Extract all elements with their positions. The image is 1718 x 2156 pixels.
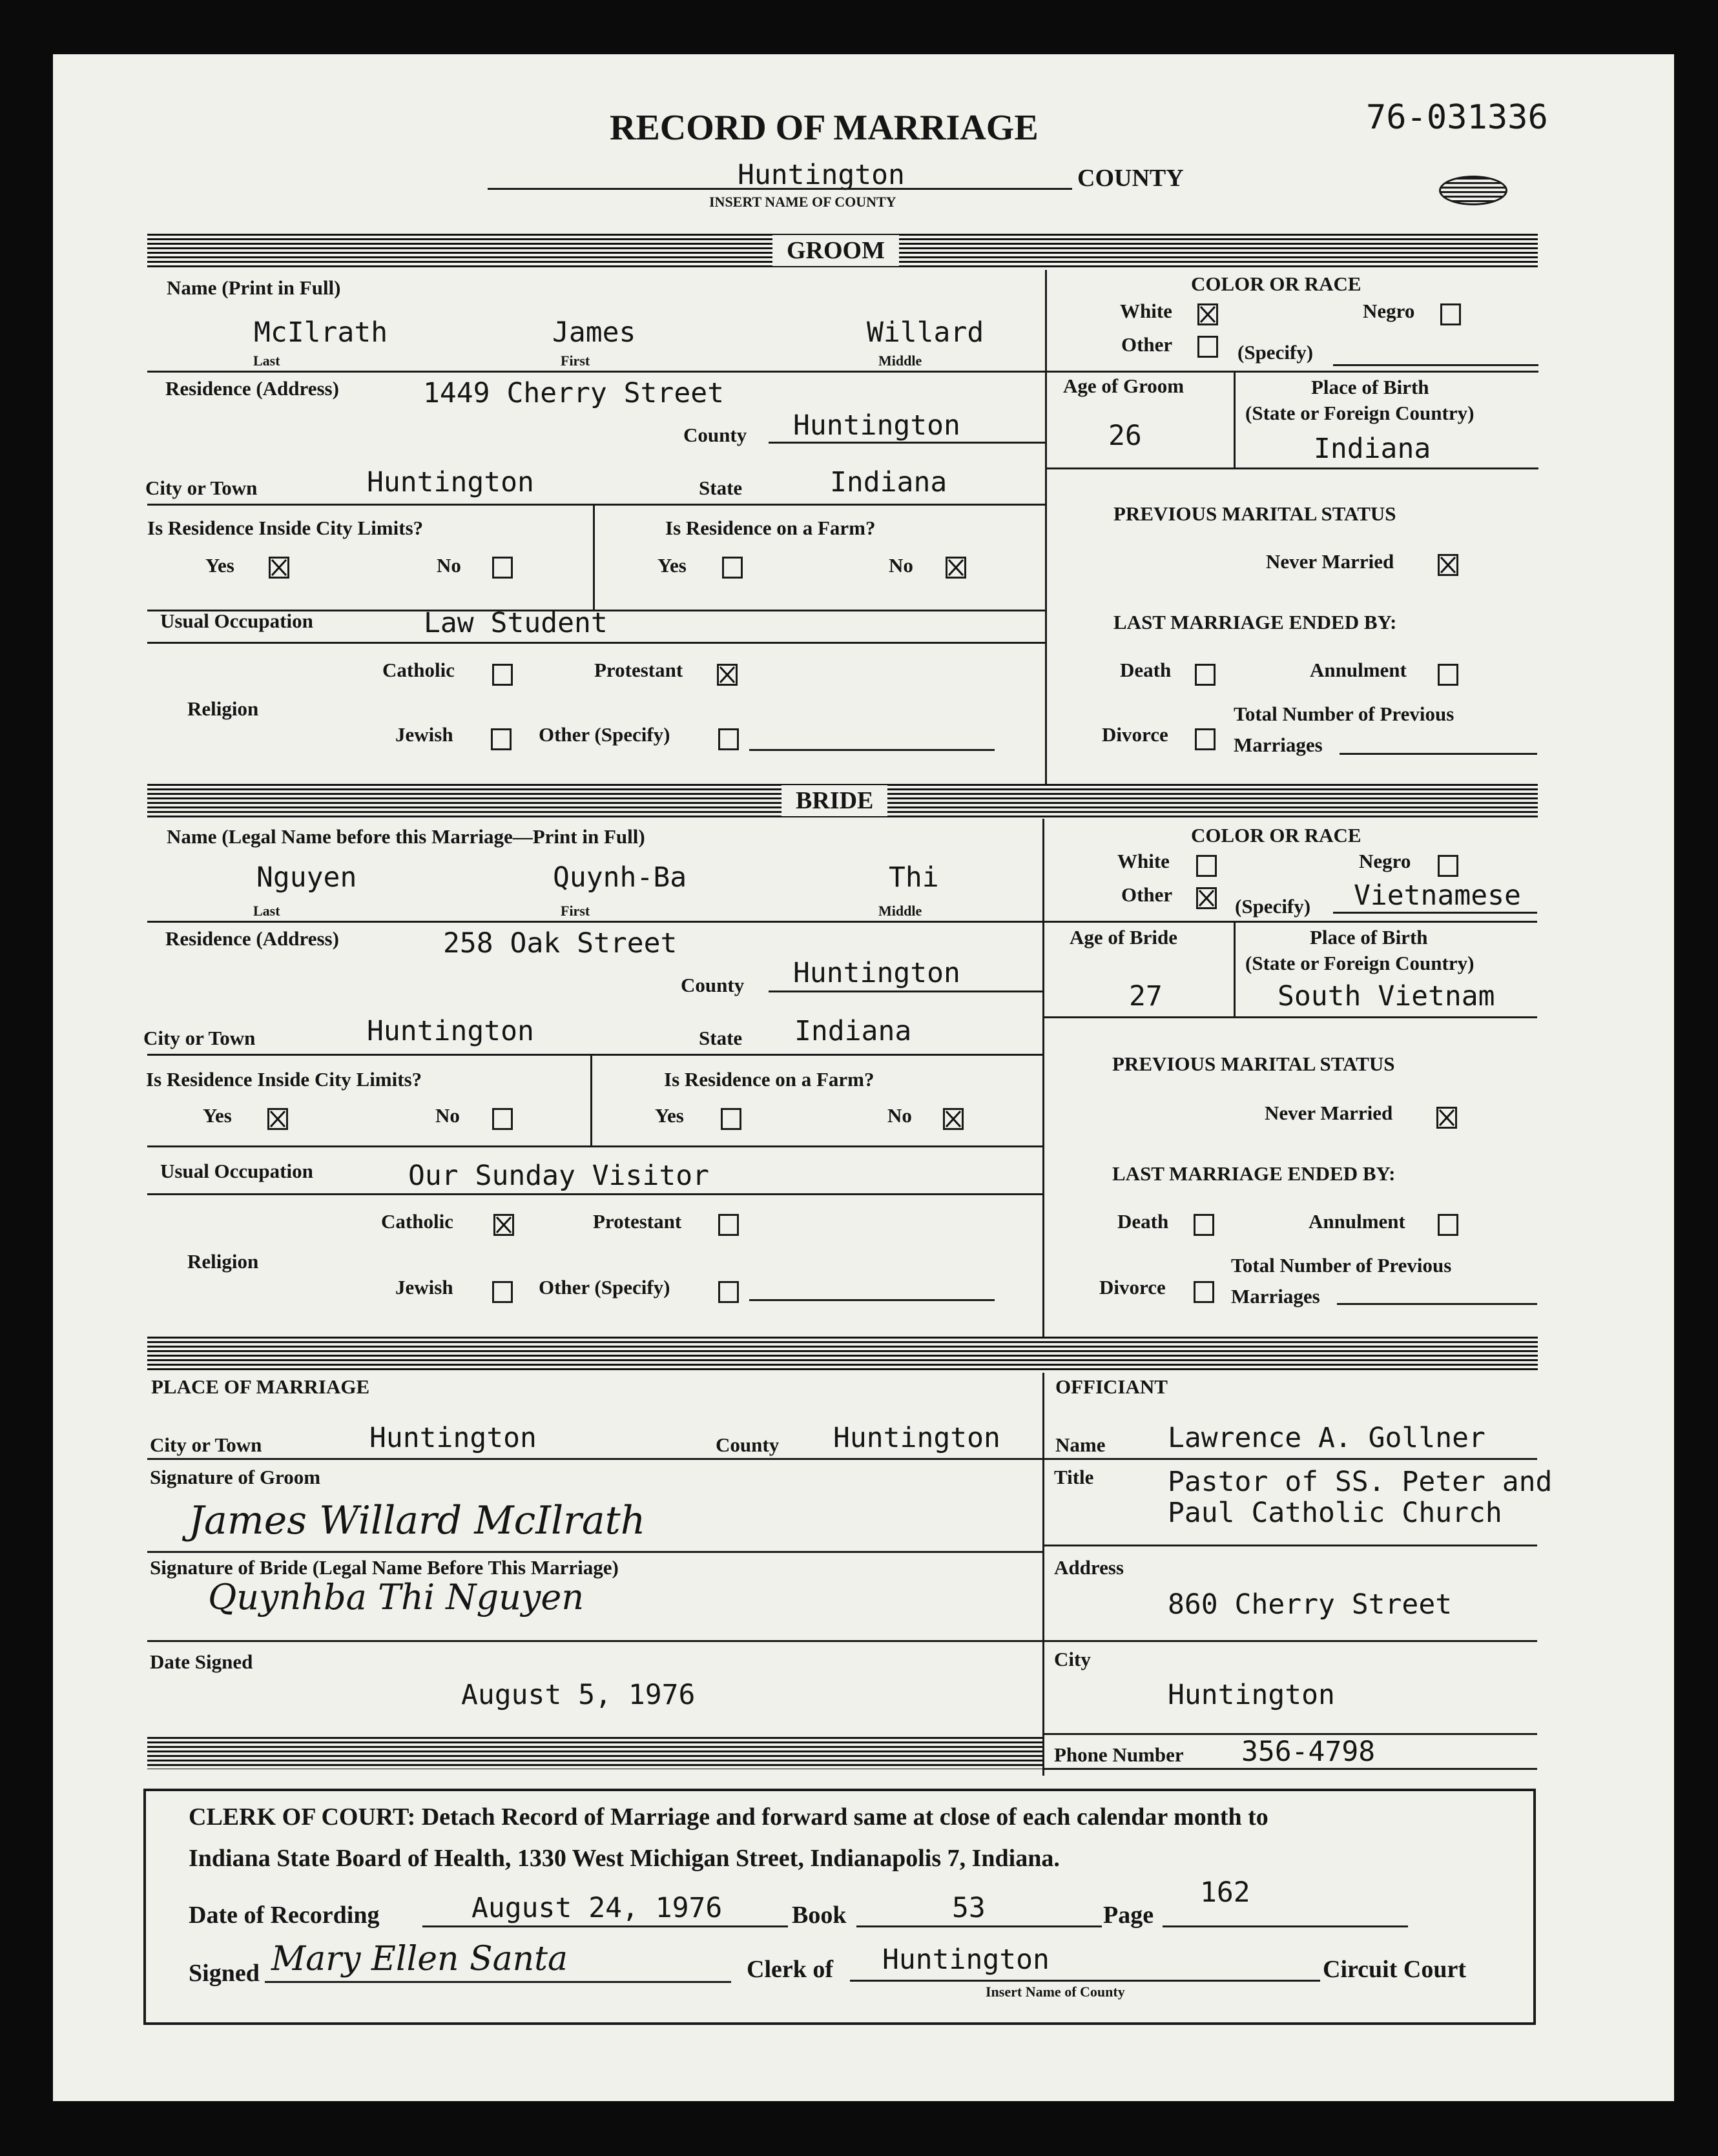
bride-jewish-label: Jewish xyxy=(395,1276,453,1299)
groom-signature: James Willard McIlrath xyxy=(189,1498,646,1543)
bride-city-label: City or Town xyxy=(143,1027,256,1049)
groom-inside-no-label: No xyxy=(437,554,461,577)
certificate-number: 76-031336 xyxy=(1366,98,1548,137)
groom-specify-label: (Specify) xyxy=(1237,341,1314,364)
clerk-instruction-line2: Indiana State Board of Health, 1330 West Michigan Street, Indianapolis 7, Indiana. xyxy=(189,1845,1060,1872)
bride-last-caption: Last xyxy=(253,903,280,919)
groom-never-married-label: Never Married xyxy=(1266,550,1394,573)
groom-protestant-checkbox[interactable] xyxy=(717,664,738,686)
bride-farm-no-label: No xyxy=(887,1104,912,1127)
bride-religion-label: Religion xyxy=(187,1250,259,1273)
groom-city-value: Huntington xyxy=(367,466,534,498)
groom-death-checkbox[interactable] xyxy=(1195,664,1216,686)
place-of-marriage-label: PLACE OF MARRIAGE xyxy=(151,1375,370,1398)
officiant-title-line2: Paul Catholic Church xyxy=(1168,1497,1502,1529)
bride-prev-status-label: PREVIOUS MARITAL STATUS xyxy=(1112,1052,1395,1075)
bride-divorce-label: Divorce xyxy=(1099,1276,1166,1299)
groom-farm-yes-label: Yes xyxy=(657,554,687,577)
groom-state-label: State xyxy=(699,477,743,499)
groom-last-caption: Last xyxy=(253,353,280,369)
groom-middle-caption: Middle xyxy=(878,353,922,369)
officiant-address-label: Address xyxy=(1054,1556,1124,1579)
bride-other-race-label: Other xyxy=(1121,883,1173,906)
groom-white-label: White xyxy=(1120,300,1172,322)
bride-divorce-checkbox[interactable] xyxy=(1194,1281,1214,1303)
groom-other-race-checkbox[interactable] xyxy=(1197,336,1218,358)
bride-age-value: 27 xyxy=(1129,980,1163,1012)
header-county-instruction: INSERT NAME OF COUNTY xyxy=(709,194,896,210)
groom-age-label: Age of Groom xyxy=(1063,375,1185,397)
officiant-address-value: 860 Cherry Street xyxy=(1168,1588,1453,1621)
bride-specify-label: (Specify) xyxy=(1235,895,1311,918)
groom-death-label: Death xyxy=(1120,659,1172,681)
groom-protestant-label: Protestant xyxy=(594,659,683,681)
groom-inside-yes-checkbox[interactable] xyxy=(269,557,289,579)
groom-residence-value: 1449 Cherry Street xyxy=(423,377,724,409)
groom-occupation-value: Law Student xyxy=(424,607,608,639)
bride-total-prev-label: Total Number of Previous xyxy=(1231,1254,1452,1277)
bride-color-race-label: COLOR OR RACE xyxy=(1191,824,1361,847)
officiant-title-line1: Pastor of SS. Peter and xyxy=(1168,1466,1553,1498)
bride-middle-name: Thi xyxy=(889,861,939,894)
circuit-court-label: Circuit Court xyxy=(1323,1956,1466,1983)
bride-signature: Quynhba Thi Nguyen xyxy=(208,1577,585,1617)
form-title: RECORD OF MARRIAGE xyxy=(610,108,1039,148)
groom-farm-question: Is Residence on a Farm? xyxy=(665,517,876,539)
bride-occupation-label: Usual Occupation xyxy=(160,1160,313,1182)
clerk-instruction-line1: CLERK OF COURT: Detach Record of Marriage and forward same at close of each calendar month to xyxy=(189,1803,1268,1831)
clerk-of-label: Clerk of xyxy=(747,1956,834,1983)
bride-marriages-label: Marriages xyxy=(1231,1285,1320,1308)
bride-white-checkbox[interactable] xyxy=(1196,855,1217,877)
bride-catholic-checkbox[interactable] xyxy=(493,1214,514,1236)
groom-last-marriage-label: LAST MARRIAGE ENDED BY: xyxy=(1113,611,1397,633)
signed-label: Signed xyxy=(189,1960,260,1987)
bride-middle-caption: Middle xyxy=(878,903,922,919)
bride-negro-checkbox[interactable] xyxy=(1438,855,1458,877)
header-county-label: COUNTY xyxy=(1077,165,1184,192)
bride-inside-limits-question: Is Residence Inside City Limits? xyxy=(146,1068,422,1091)
groom-white-checkbox[interactable] xyxy=(1197,303,1218,325)
bride-first-caption: First xyxy=(561,903,590,919)
recording-date-value: August 24, 1976 xyxy=(471,1892,723,1924)
bride-inside-no-checkbox[interactable] xyxy=(492,1108,513,1130)
groom-inside-yes-label: Yes xyxy=(205,554,234,577)
date-signed-value: August 5, 1976 xyxy=(461,1679,696,1711)
groom-marriages-label: Marriages xyxy=(1234,734,1323,756)
bride-farm-no-checkbox[interactable] xyxy=(943,1108,964,1130)
groom-inside-limits-question: Is Residence Inside City Limits? xyxy=(147,517,424,539)
insert-county-caption: Insert Name of County xyxy=(986,1984,1125,2000)
marriage-city-label: City or Town xyxy=(150,1433,262,1456)
bride-protestant-label: Protestant xyxy=(593,1210,682,1233)
bride-catholic-label: Catholic xyxy=(381,1210,453,1233)
bride-other-race-checkbox[interactable] xyxy=(1196,887,1217,909)
groom-age-value: 26 xyxy=(1108,420,1142,452)
groom-inside-no-checkbox[interactable] xyxy=(492,557,513,579)
groom-state-value: Indiana xyxy=(830,466,947,498)
bride-last-marriage-label: LAST MARRIAGE ENDED BY: xyxy=(1112,1162,1396,1185)
bride-city-value: Huntington xyxy=(367,1015,534,1047)
groom-first-name: James xyxy=(552,316,636,349)
groom-jewish-checkbox[interactable] xyxy=(491,728,512,750)
groom-total-prev-label: Total Number of Previous xyxy=(1234,703,1454,725)
groom-divorce-label: Divorce xyxy=(1102,723,1168,746)
bride-signature-label: Signature of Bride (Legal Name Before This Marriage) xyxy=(150,1556,619,1579)
bride-protestant-checkbox[interactable] xyxy=(718,1214,739,1236)
bride-state-label: State xyxy=(699,1027,743,1049)
groom-signature-label: Signature of Groom xyxy=(150,1466,321,1488)
groom-never-married-checkbox[interactable] xyxy=(1438,554,1458,576)
officiant-phone-label: Phone Number xyxy=(1054,1743,1184,1766)
groom-city-label: City or Town xyxy=(145,477,258,499)
book-label: Book xyxy=(792,1902,847,1929)
bride-section-label: BRIDE xyxy=(781,785,887,816)
groom-other-religion-label: Other (Specify) xyxy=(539,723,670,746)
officiant-city-value: Huntington xyxy=(1168,1679,1335,1711)
groom-occupation-label: Usual Occupation xyxy=(160,610,313,632)
officiant-name-value: Lawrence A. Gollner xyxy=(1168,1422,1485,1454)
clerk-county-value: Huntington xyxy=(882,1944,1050,1976)
bride-inside-no-label: No xyxy=(435,1104,460,1127)
clerk-signature: Mary Ellen Santa xyxy=(271,1940,568,1978)
bride-other-religion-label: Other (Specify) xyxy=(539,1276,670,1299)
bride-race-specify-value: Vietnamese xyxy=(1354,879,1521,912)
groom-prev-status-label: PREVIOUS MARITAL STATUS xyxy=(1113,502,1396,525)
officiant-phone-value: 356-4798 xyxy=(1241,1736,1376,1768)
groom-color-race-label: COLOR OR RACE xyxy=(1191,272,1361,295)
bride-occupation-value: Our Sunday Visitor xyxy=(408,1160,709,1192)
header-county-name: Huntington xyxy=(738,159,905,191)
bride-annulment-checkbox[interactable] xyxy=(1438,1214,1458,1236)
officiant-title-label: Title xyxy=(1054,1466,1094,1488)
groom-residence-label: Residence (Address) xyxy=(165,377,339,400)
groom-name-label: Name (Print in Full) xyxy=(167,276,341,299)
groom-annulment-label: Annulment xyxy=(1310,659,1407,681)
bride-county-label: County xyxy=(681,974,745,996)
groom-negro-checkbox[interactable] xyxy=(1440,303,1461,325)
groom-birthplace-value: Indiana xyxy=(1314,433,1431,465)
officiant-city-label: City xyxy=(1054,1648,1091,1670)
groom-farm-yes-checkbox[interactable] xyxy=(722,557,743,579)
bride-farm-yes-checkbox[interactable] xyxy=(721,1108,741,1130)
bride-never-married-checkbox[interactable] xyxy=(1436,1107,1457,1129)
recording-date-label: Date of Recording xyxy=(189,1902,380,1929)
groom-section-label: GROOM xyxy=(772,235,899,266)
officiant-label: OFFICIANT xyxy=(1055,1375,1168,1398)
bride-death-checkbox[interactable] xyxy=(1194,1214,1214,1236)
bride-death-label: Death xyxy=(1117,1210,1169,1233)
groom-middle-name: Willard xyxy=(867,316,984,349)
bride-negro-label: Negro xyxy=(1359,850,1411,872)
bride-first-name: Quynh-Ba xyxy=(553,861,687,894)
bride-name-label: Name (Legal Name before this Marriage—Print in Full) xyxy=(167,825,645,848)
marriage-city-value: Huntington xyxy=(369,1422,537,1454)
date-signed-label: Date Signed xyxy=(150,1650,253,1673)
page-label: Page xyxy=(1103,1902,1154,1929)
groom-divorce-checkbox[interactable] xyxy=(1195,728,1216,750)
bride-farm-yes-label: Yes xyxy=(655,1104,684,1127)
bride-age-label: Age of Bride xyxy=(1070,926,1178,949)
union-seal-mark xyxy=(1439,176,1507,205)
bride-residence-value: 258 Oak Street xyxy=(443,927,678,960)
bride-birth-label: Place of Birth xyxy=(1310,926,1428,949)
bride-county-value: Huntington xyxy=(793,957,960,989)
bride-jewish-checkbox[interactable] xyxy=(492,1281,513,1303)
groom-farm-no-label: No xyxy=(889,554,913,577)
groom-birth-label: Place of Birth xyxy=(1311,376,1429,398)
groom-catholic-checkbox[interactable] xyxy=(492,664,513,686)
bride-birth-sublabel: (State or Foreign Country) xyxy=(1245,952,1475,974)
page-value: 162 xyxy=(1200,1876,1250,1909)
bride-residence-label: Residence (Address) xyxy=(165,927,339,950)
bride-birthplace-value: South Vietnam xyxy=(1278,980,1495,1012)
groom-annulment-checkbox[interactable] xyxy=(1438,664,1458,686)
bride-last-name: Nguyen xyxy=(256,861,357,894)
groom-religion-label: Religion xyxy=(187,697,259,720)
marriage-county-value: Huntington xyxy=(833,1422,1000,1454)
officiant-name-label: Name xyxy=(1055,1433,1106,1456)
groom-catholic-label: Catholic xyxy=(382,659,455,681)
groom-other-race-label: Other xyxy=(1121,333,1173,356)
groom-jewish-label: Jewish xyxy=(395,723,453,746)
book-value: 53 xyxy=(952,1892,986,1924)
bride-white-label: White xyxy=(1117,850,1170,872)
bride-state-value: Indiana xyxy=(794,1015,912,1047)
groom-other-religion-checkbox[interactable] xyxy=(718,728,739,750)
bride-inside-yes-checkbox[interactable] xyxy=(267,1108,288,1130)
bride-annulment-label: Annulment xyxy=(1309,1210,1405,1233)
groom-county-value: Huntington xyxy=(793,409,960,442)
bride-other-religion-checkbox[interactable] xyxy=(718,1281,739,1303)
groom-negro-label: Negro xyxy=(1363,300,1415,322)
groom-birth-sublabel: (State or Foreign Country) xyxy=(1245,402,1475,424)
groom-last-name: McIlrath xyxy=(254,316,388,349)
bride-inside-yes-label: Yes xyxy=(203,1104,232,1127)
groom-first-caption: First xyxy=(561,353,590,369)
marriage-county-label: County xyxy=(716,1433,780,1456)
groom-farm-no-checkbox[interactable] xyxy=(946,557,966,579)
groom-county-label: County xyxy=(683,424,747,446)
bride-farm-question: Is Residence on a Farm? xyxy=(664,1068,875,1091)
bride-never-married-label: Never Married xyxy=(1265,1102,1393,1124)
